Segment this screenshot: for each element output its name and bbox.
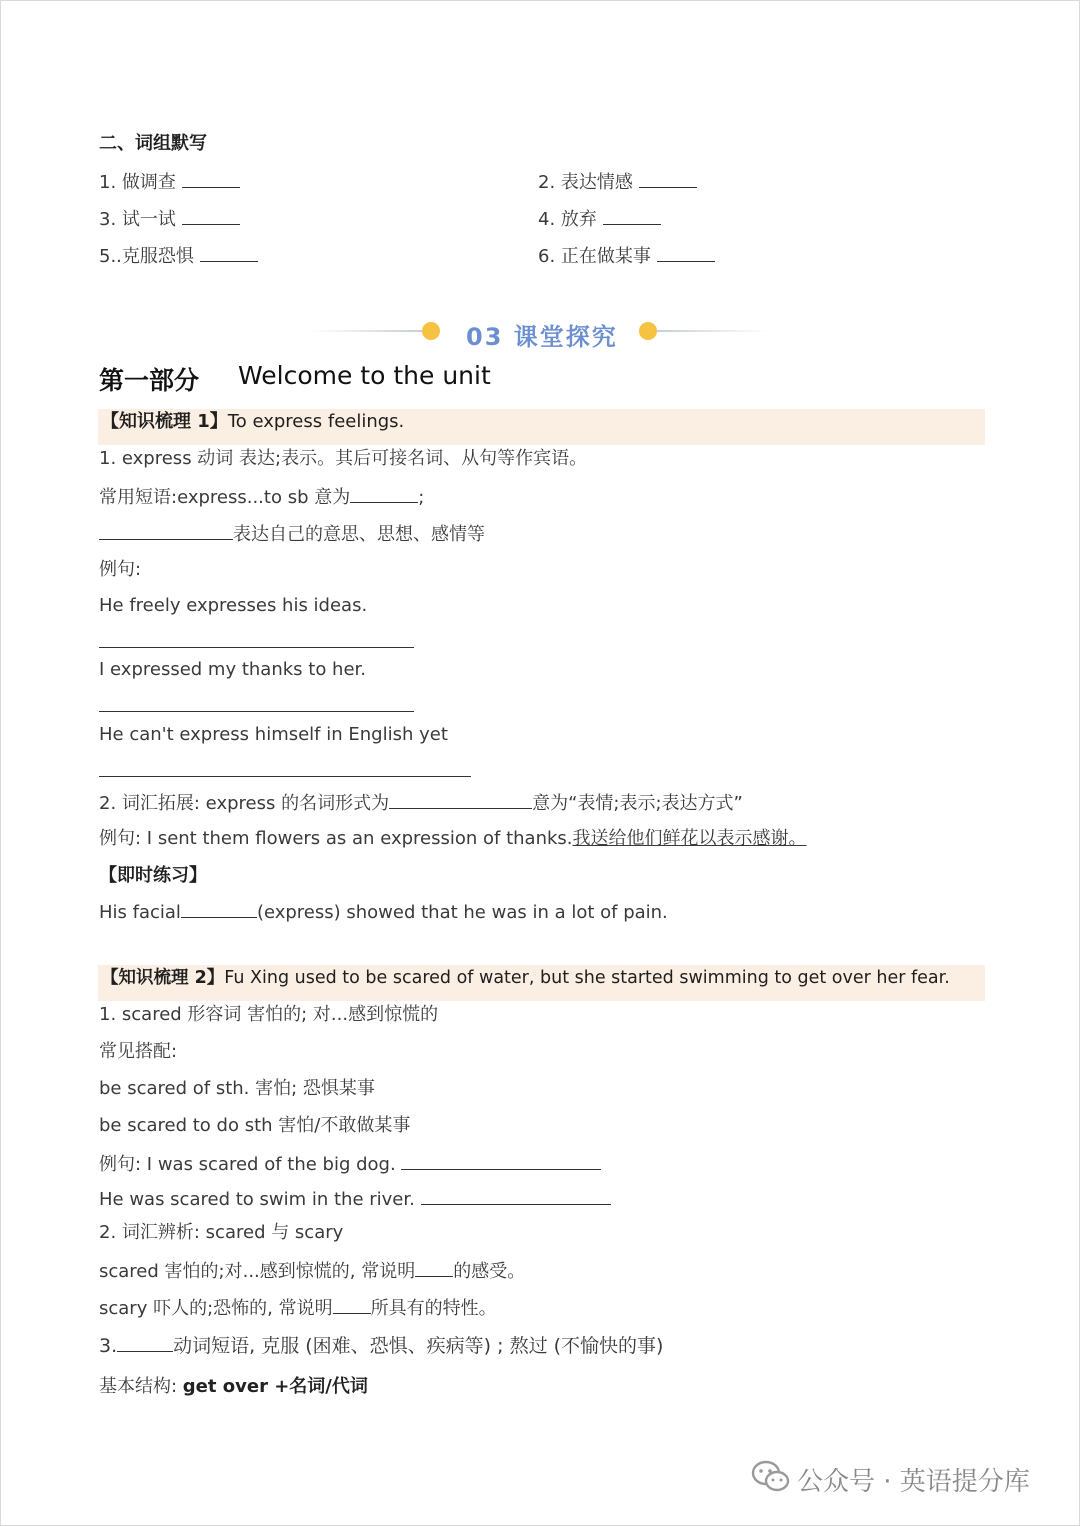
k2-line-3: be scared of sth. 害怕; 恐惧某事	[99, 1078, 375, 1099]
k2-line-10: 3. 动词短语, 克服 (困难、恐惧、疾病等) ; 熬过 (不愉快的事)	[99, 1335, 664, 1357]
k2-line-11: 基本结构: get over +名词/代词	[99, 1376, 368, 1397]
phrase-item-6: 6. 正在做某事	[538, 243, 715, 269]
divider-dot-left	[422, 322, 440, 340]
wechat-icon	[751, 1459, 791, 1499]
section-title: 03 课堂探究	[466, 323, 618, 351]
knowledge-2-header: 【知识梳理 2】Fu Xing used to be scared of water, but she started swimming to get over her fear.	[101, 968, 950, 988]
divider-dot-right	[639, 322, 657, 340]
k2-line-2: 常见搭配:	[99, 1041, 178, 1062]
k2-line-6: He was scared to swim in the river.	[99, 1186, 611, 1212]
k2-line-9: scary 吓人的;恐怖的, 常说明 所具有的特性。	[99, 1295, 497, 1321]
phrase-item-3: 3. 试一试	[99, 206, 240, 232]
k1-line-6: 例句: I sent them flowers as an expression of thanks.我送给他们鲜花以表示感谢。	[99, 828, 807, 849]
k1-line-1: 1. express 动词 表达;表示。其后可接名词、从句等作宾语。	[99, 448, 588, 469]
k1-line-2: 常用短语:express...to sb 意为 ;	[99, 484, 424, 510]
knowledge-1-header: 【知识梳理 1】To express feelings.	[101, 411, 405, 432]
k2-line-5: 例句: I was scared of the big dog.	[99, 1151, 601, 1177]
k1-sentence-1: He freely expresses his ideas.	[99, 595, 368, 616]
phrase-item-4: 4. 放弃	[538, 206, 661, 232]
practice-sentence: His facial (express) showed that he was in a lot of pain.	[99, 899, 668, 925]
answer-line	[99, 647, 414, 648]
part-title: Welcome to the unit	[238, 361, 491, 390]
k1-example-label: 例句:	[99, 559, 142, 580]
section-heading: 二、词组默写	[99, 133, 207, 154]
k1-sentence-2: I expressed my thanks to her.	[99, 659, 367, 680]
answer-line	[99, 711, 414, 712]
k1-line-3: 表达自己的意思、思想、感情等	[99, 521, 485, 547]
phrase-item-5: 5..克服恐惧	[99, 243, 258, 269]
practice-title: 【即时练习】	[99, 865, 207, 886]
k1-sentence-3: He can't express himself in English yet	[99, 724, 448, 745]
divider-line-right	[657, 330, 767, 332]
answer-line	[99, 776, 471, 777]
k1-line-5: 2. 词汇拓展: express 的名词形式为 意为“表情;表示;表达方式”	[99, 790, 743, 816]
k2-line-1: 1. scared 形容词 害怕的; 对...感到惊慌的	[99, 1004, 439, 1025]
k2-line-7: 2. 词汇辨析: scared 与 scary	[99, 1222, 344, 1243]
phrase-item-1: 1. 做调查	[99, 169, 240, 195]
watermark-text: 公众号 · 英语提分库	[797, 1467, 1030, 1497]
divider-line-left	[311, 330, 423, 332]
k2-line-8: scared 害怕的;对...感到惊慌的, 常说明 的感受。	[99, 1258, 525, 1284]
k2-line-4: be scared to do sth 害怕/不敢做某事	[99, 1115, 411, 1136]
phrase-item-2: 2. 表达情感	[538, 169, 697, 195]
part-label: 第一部分	[99, 366, 200, 395]
